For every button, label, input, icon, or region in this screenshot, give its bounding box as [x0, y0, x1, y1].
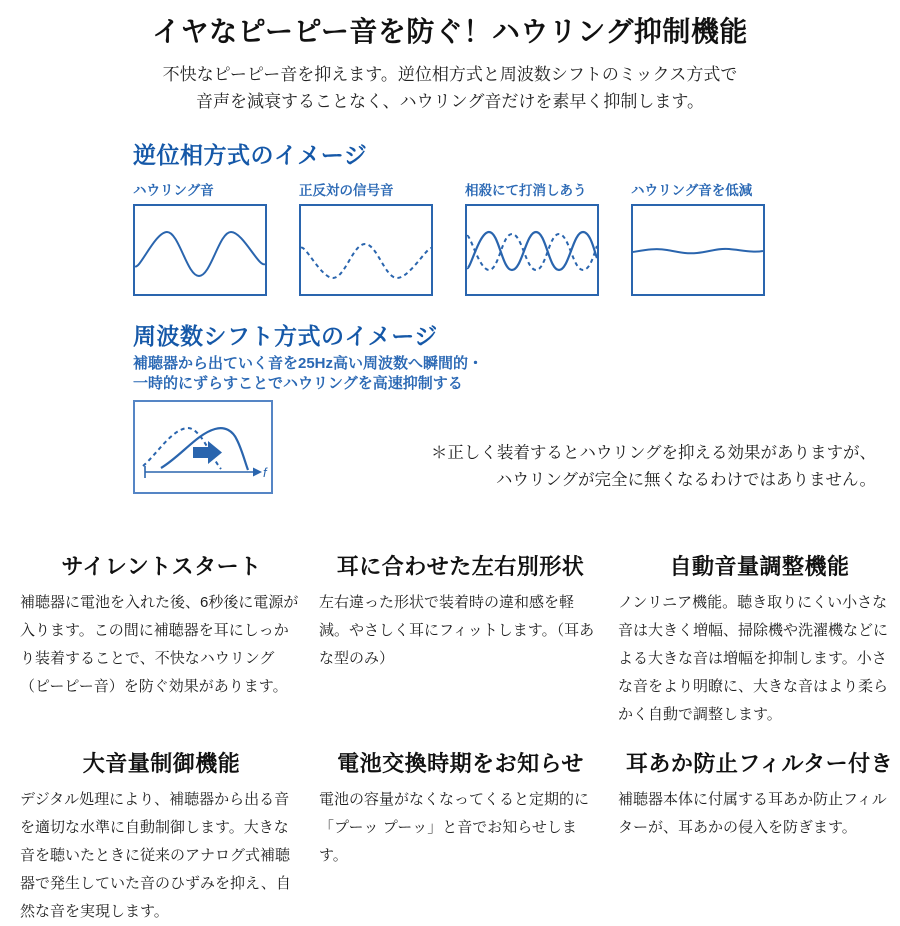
- page-title: イヤなピーピー音を防ぐ！ハウリング抑制機能: [152, 16, 748, 47]
- overlapping-waves-icon: [467, 206, 597, 294]
- phase-section-heading: 逆位相方式のイメージ: [133, 142, 368, 168]
- feature-grid: [0, 550, 900, 926]
- shift-desc-line-2: 一時的にずらすことでハウリングを高速抑制する: [133, 375, 463, 392]
- frequency-shift-diagram: [133, 400, 273, 494]
- feature-auto-volume-title: 自動音量調整機能: [669, 554, 850, 579]
- figure-howling: [133, 179, 267, 296]
- fitting-note-line-2: ハウリングが完全に無くなるわけではありません。: [495, 471, 876, 489]
- figure-reduced-howling-label: ハウリング音を低減: [631, 183, 753, 198]
- feature-battery-alert-body: 電池の容量がなくなってくると定期的に「プーッ プーッ」と音でお知らせします。: [319, 791, 590, 864]
- feature-auto-volume-body: ノンリニア機能。聴き取りにくい小さな音は大きく増幅、掃除機や洗濯機などによる大きな音は増幅を抑制します。小さな音をより明瞭に、大きな音はより柔らかく自動で調整します。: [618, 594, 889, 723]
- frequency-axis-label: f: [263, 465, 267, 480]
- shift-section-description: [133, 354, 900, 394]
- feature-loud-control: [20, 747, 303, 926]
- feature-silent-start-title: サイレントスタート: [61, 554, 262, 579]
- flat-wave-icon: [633, 206, 763, 294]
- figure-howling-label: ハウリング音: [133, 183, 214, 198]
- shift-diagram-row: [133, 400, 900, 494]
- feature-battery-alert: [319, 747, 602, 926]
- lede-line-2: 音声を減衰することなく、ハウリング音だけを素早く抑制します。: [196, 92, 704, 111]
- lede-line-1: 不快なピーピー音を抑えます。逆位相方式と周波数シフトのミックス方式で: [162, 65, 738, 84]
- feature-silent-start-body: 補聴器に電池を入れた後、6秒後に電源が入ります。この間に補聴器を耳にしっかり装着することで、不快なハウリング（ピーピー音）を防ぐ効果があります。: [20, 594, 299, 695]
- figure-cancellation: [465, 179, 599, 296]
- feature-loud-control-body: デジタル処理により、補聴器から出る音を適切な水準に自動制御します。大きな音を聴いたときに従来のアナログ式補聴器で発生していた音のひずみを抑え、自然な音を実現します。: [20, 791, 291, 920]
- feature-earwax-filter: [618, 747, 900, 926]
- figure-inverse-signal: [299, 179, 433, 296]
- howling-wave-diagram: [133, 204, 267, 296]
- feature-loud-control-title: 大音量制御機能: [82, 751, 241, 776]
- frequency-shift-curves-icon: [135, 402, 271, 492]
- lede: [0, 61, 900, 115]
- shift-right-arrow-icon: [193, 441, 222, 464]
- figure-cancellation-label: 相殺にて打消しあう: [465, 183, 587, 198]
- feature-silent-start: [20, 550, 303, 729]
- shift-section: [133, 318, 900, 494]
- cancellation-wave-diagram: [465, 204, 599, 296]
- feature-auto-volume: [618, 550, 900, 729]
- shift-desc-line-1: 補聴器から出ていく音を25Hz高い周波数へ瞬間的・: [133, 355, 484, 372]
- reduced-wave-diagram: [631, 204, 765, 296]
- inverse-wave-diagram: [299, 204, 433, 296]
- solid-sine-wave-icon: [135, 206, 265, 294]
- feature-ear-shape: [319, 550, 602, 729]
- feature-earwax-filter-body: 補聴器本体に付属する耳あか防止フィルターが、耳あかの侵入を防ぎます。: [618, 791, 887, 836]
- fitting-note-line-1: ＊正しく装着するとハウリングを抑える効果がありますが、: [430, 444, 876, 462]
- phase-section: [133, 137, 900, 296]
- feature-ear-shape-body: 左右違った形状で装着時の違和感を軽減。やさしく耳にフィットします。（耳あな型のみ）: [319, 594, 595, 667]
- feature-earwax-filter-title: 耳あか防止フィルター付き: [625, 751, 894, 776]
- phase-figure-row: [133, 179, 900, 296]
- figure-inverse-signal-label: 正反対の信号音: [299, 183, 394, 198]
- fitting-note: [273, 440, 900, 494]
- figure-reduced-howling: [631, 179, 765, 296]
- feature-battery-alert-title: 電池交換時期をお知らせ: [337, 751, 584, 776]
- shift-section-heading: 周波数シフト方式のイメージ: [133, 323, 438, 349]
- dashed-inverse-sine-wave-icon: [301, 206, 431, 294]
- feature-ear-shape-title: 耳に合わせた左右別形状: [336, 554, 585, 579]
